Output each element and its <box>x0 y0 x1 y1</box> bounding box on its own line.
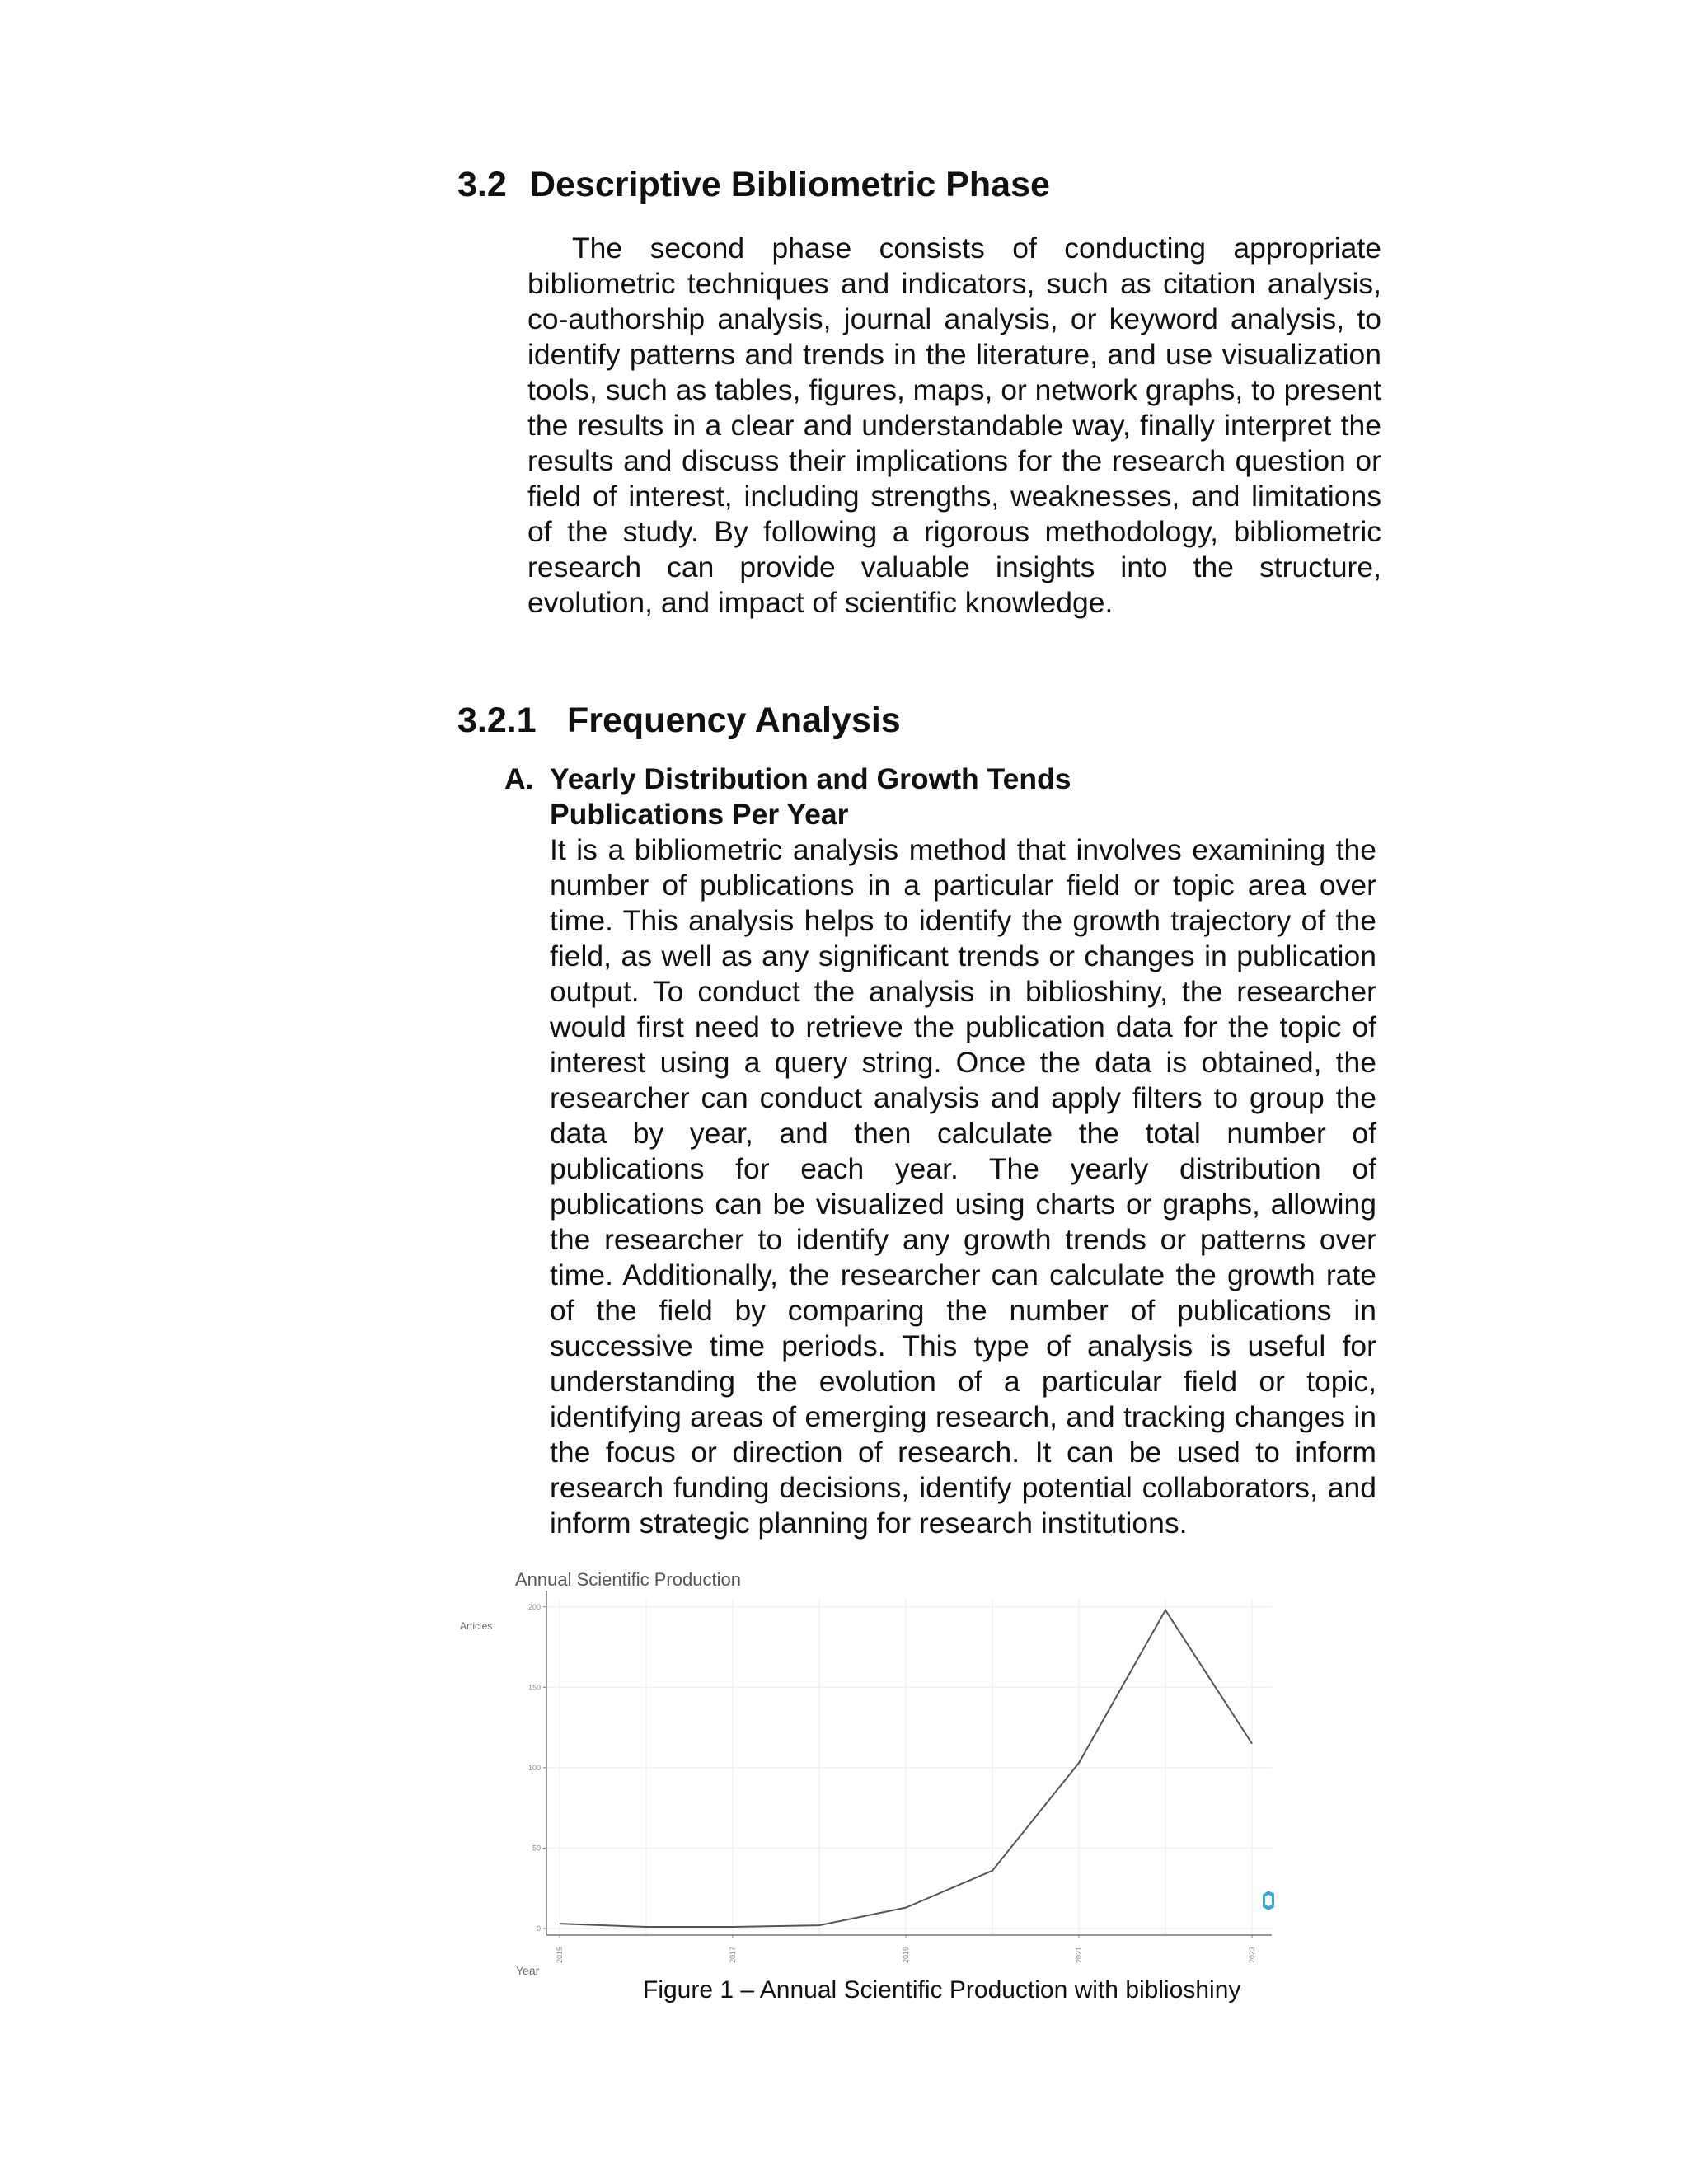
chart-title: Annual Scientific Production <box>515 1569 741 1590</box>
subsection-paragraph: It is a bibliometric analysis method that involves examining the number of publications in a particular field or topic area over time. This analysis helps to identify the growth trajectory of the field, as well as any significant trends or changes in publication output. To conduct the analysis in biblioshiny, the researcher would first need to retrieve the publication data for the topic of interest using a query string. Once the data is obtained, the researcher can conduct analysis and apply filters to group the data by year, and then calculate the total number of publications for each year. The yearly distribution of publications can be visualized using charts or graphs, allowing the researcher to identify any growth trends or patterns over time. Additionally, the researcher can calculate the growth rate of the field by comparing the number of publications in successive time periods. This type of analysis is useful for understanding the evolution of a particular field or topic, identifying areas of emerging research, and tracking changes in the focus or direction of research. It can be used to inform research funding decisions, identify potential collaborators, and inform strategic planning for research institutions. <box>550 833 1376 1540</box>
x-tick-label: 2015 <box>556 1946 564 1964</box>
y-tick-label: 200 <box>528 1602 541 1611</box>
subsection-title: Frequency Analysis <box>567 701 901 740</box>
chart-axes <box>546 1591 1272 1935</box>
list-item-title: Yearly Distribution and Growth Tends <box>550 762 1071 795</box>
figure-caption: Figure 1 – Annual Scientific Production with biblioshiny <box>643 1976 1241 2004</box>
x-tick-label: 2019 <box>902 1946 910 1964</box>
y-tick-label: 0 <box>536 1924 541 1933</box>
x-tick-label: 2017 <box>729 1946 737 1964</box>
section-paragraph: The second phase consists of conducting appropriate bibliometric techniques and indicators, such as citation analysis, co-authorship analysis, journal analysis, or keyword analysis, to identify patterns and trends in the literature, and use visualization tools, such as tables, figures, maps, or network graphs, to present the results in a clear and understandable way, finally interpret the results and discuss their implications for the research question or field of interest, including strengths, weaknesses, and limitations of the study. By following a rigorous methodology, bibliometric research can provide valuable insights into the structure, evolution, and impact of scientific knowledge. <box>528 232 1381 619</box>
logo-icon <box>1263 1891 1274 1910</box>
y-tick-label: 150 <box>528 1683 541 1692</box>
list-item-subtitle: Publications Per Year <box>550 798 849 831</box>
chart-svg <box>456 1566 1280 1986</box>
annual-production-chart <box>456 1566 1280 1986</box>
section-title: Descriptive Bibliometric Phase <box>530 165 1050 204</box>
chart-grid <box>546 1599 1272 1935</box>
y-tick-label: 100 <box>528 1763 541 1772</box>
list-item-letter: A. <box>504 762 534 795</box>
x-tick-label: 2023 <box>1248 1946 1256 1964</box>
chart-x-axis-label: Year <box>516 1964 540 1977</box>
subsection-heading <box>457 701 901 741</box>
chart-ticks <box>528 1603 1256 1963</box>
section-number: 3.2 <box>457 165 507 204</box>
chart-y-axis-label: Articles <box>460 1620 493 1632</box>
subsection-number: 3.2.1 <box>457 701 537 740</box>
y-tick-label: 50 <box>532 1844 541 1853</box>
x-tick-label: 2021 <box>1075 1946 1083 1964</box>
list-item-heading <box>504 762 1071 797</box>
section-heading <box>457 165 1050 205</box>
